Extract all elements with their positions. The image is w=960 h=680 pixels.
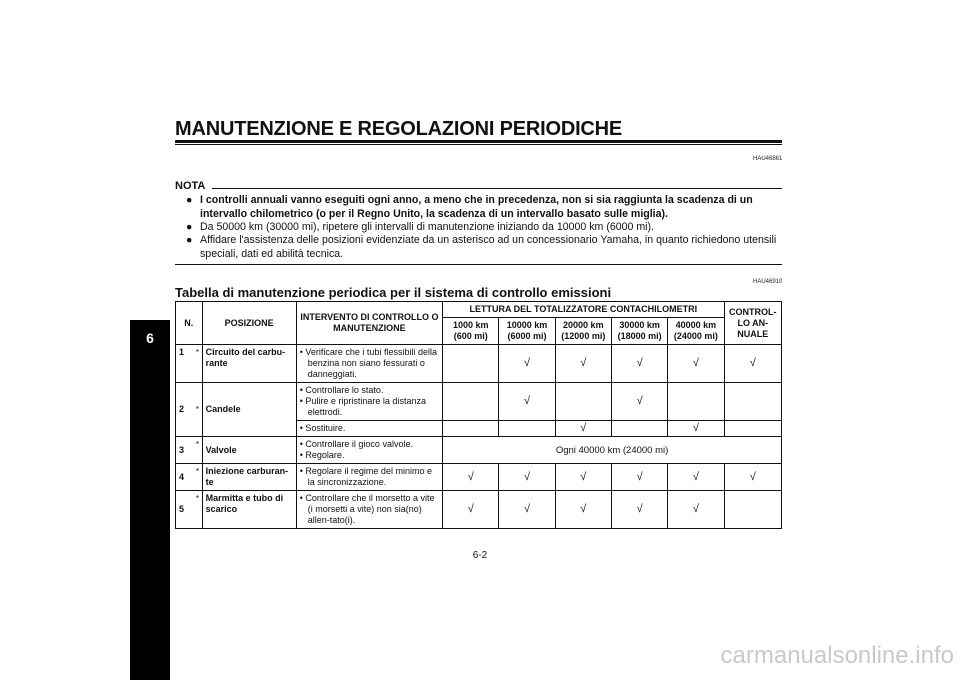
row-action [296,437,442,464]
note-item-3 [186,234,782,261]
check-cell [668,383,724,421]
header-annual: CONTROL-LO AN-NUALE [724,302,781,345]
bullet-icon: ● [186,221,193,233]
row-number: 2 [176,383,193,437]
row-number: 4 [176,464,193,491]
check-cell [724,421,781,437]
note-text: Affidare l'assistenza delle posizioni evidenziate da un asterisco ad un concessionario Yamaha, in quanto richiedono utensili speciali, dati ed abilità tecnica. [200,234,777,260]
check-cell [443,383,499,421]
bullet-icon: ● [186,234,193,246]
title-rule-thin [175,144,782,145]
chapter-tab [130,320,170,680]
check-cell [724,383,781,421]
section-code: HAU46910 [753,279,783,285]
row-position: Iniezione carburan-te [202,464,296,491]
check-cell: √ [668,491,724,529]
check-cell: √ [499,345,555,383]
check-cell: √ [499,464,555,491]
row-action [296,464,442,491]
asterisk: * [193,345,202,383]
asterisk: * [193,437,202,464]
action-line: • Regolare il regime del minimo e la sincronizzazione. [299,466,432,487]
check-cell: √ [555,421,611,437]
check-cell [611,421,667,437]
header-odometer: LETTURA DEL TOTALIZZATORE CONTACHILOMETRI [443,302,724,318]
check-cell: √ [724,345,781,383]
check-cell [555,383,611,421]
action-line: • Regolare. [299,450,345,460]
check-cell: √ [611,491,667,529]
bullet-icon: ● [186,194,193,206]
watermark: carmanualsonline.info [720,642,954,669]
maintenance-table [175,301,782,529]
check-cell: √ [668,464,724,491]
note-text: I controlli annuali vanno eseguiti ogni anno, a meno che in precedenza, non si sia raggiunta la scadenza di un intervallo chilometrico (o per il Regno Unito, la scadenza di un intervallo basato sulle miglia). [200,194,753,220]
table-row [176,383,782,421]
action-line: • Controllare lo stato. [299,385,384,395]
nota-label: NOTA [175,180,206,192]
row-position: Marmitta e tubo di scarico [202,491,296,529]
check-cell [499,421,555,437]
header-action: INTERVENTO DI CONTROLLO O MANUTENZIONE [296,302,442,345]
row-position: Circuito del carbu-rante [202,345,296,383]
check-cell: √ [555,491,611,529]
row-number: 3 [176,437,193,464]
check-cell: √ [443,491,499,529]
action-line: • Sostituire. [299,423,346,433]
header-km-10000: 10000 km (6000 mi) [499,318,555,345]
check-cell: √ [611,464,667,491]
section-title: Tabella di manutenzione periodica per il sistema di controllo emissioni [175,285,612,300]
table-row [176,491,782,529]
header-position: POSIZIONE [202,302,296,345]
check-cell [443,345,499,383]
row-number: 5 [176,491,193,529]
asterisk: * [193,491,202,529]
check-cell: √ [611,383,667,421]
asterisk: * [193,383,202,437]
nota-end-rule [175,264,782,265]
row-position: Candele [202,383,296,437]
check-cell: √ [724,464,781,491]
check-cell: √ [499,383,555,421]
chapter-number: 6 [146,330,154,346]
check-cell [443,421,499,437]
header-km-20000: 20000 km (12000 mi) [555,318,611,345]
table-row [176,345,782,383]
row-action [296,421,442,437]
check-cell: √ [555,345,611,383]
check-cell: √ [443,464,499,491]
check-cell: √ [611,345,667,383]
header-km-1000: 1000 km (600 mi) [443,318,499,345]
nota-rule [212,188,782,189]
header-km-30000: 30000 km (18000 mi) [611,318,667,345]
note-item-2 [186,221,782,235]
check-cell: √ [499,491,555,529]
table-row [176,437,782,464]
interval-note: Ogni 40000 km (24000 mi) [443,437,782,464]
note-item-1 [186,194,782,221]
row-action [296,383,442,421]
row-position: Valvole [202,437,296,464]
action-line: • Verificare che i tubi flessibili della benzina non siano fessurati o danneggiati. [299,347,437,379]
action-line: • Controllare che il morsetto a vite (i morsetti a vite) non sia(no) allen-tato(i). [299,493,435,525]
row-action [296,345,442,383]
check-cell [724,491,781,529]
header-n: N. [176,302,203,345]
note-text: Da 50000 km (30000 mi), ripetere gli intervalli di manutenzione iniziando da 10000 km (6000 mi). [200,221,655,233]
title-rule [175,140,782,143]
asterisk: * [193,464,202,491]
check-cell: √ [555,464,611,491]
reference-code: HAU46861 [753,156,783,162]
page-title: MANUTENZIONE E REGOLAZIONI PERIODICHE [175,118,623,140]
check-cell: √ [668,345,724,383]
action-line: • Controllare il gioco valvole. [299,439,413,449]
page-number: 6-2 [472,550,488,561]
row-action [296,491,442,529]
header-km-40000: 40000 km (24000 mi) [668,318,724,345]
row-number: 1 [176,345,193,383]
action-line: • Pulire e ripristinare la distanza elettrodi. [299,396,426,417]
check-cell: √ [668,421,724,437]
table-row [176,464,782,491]
